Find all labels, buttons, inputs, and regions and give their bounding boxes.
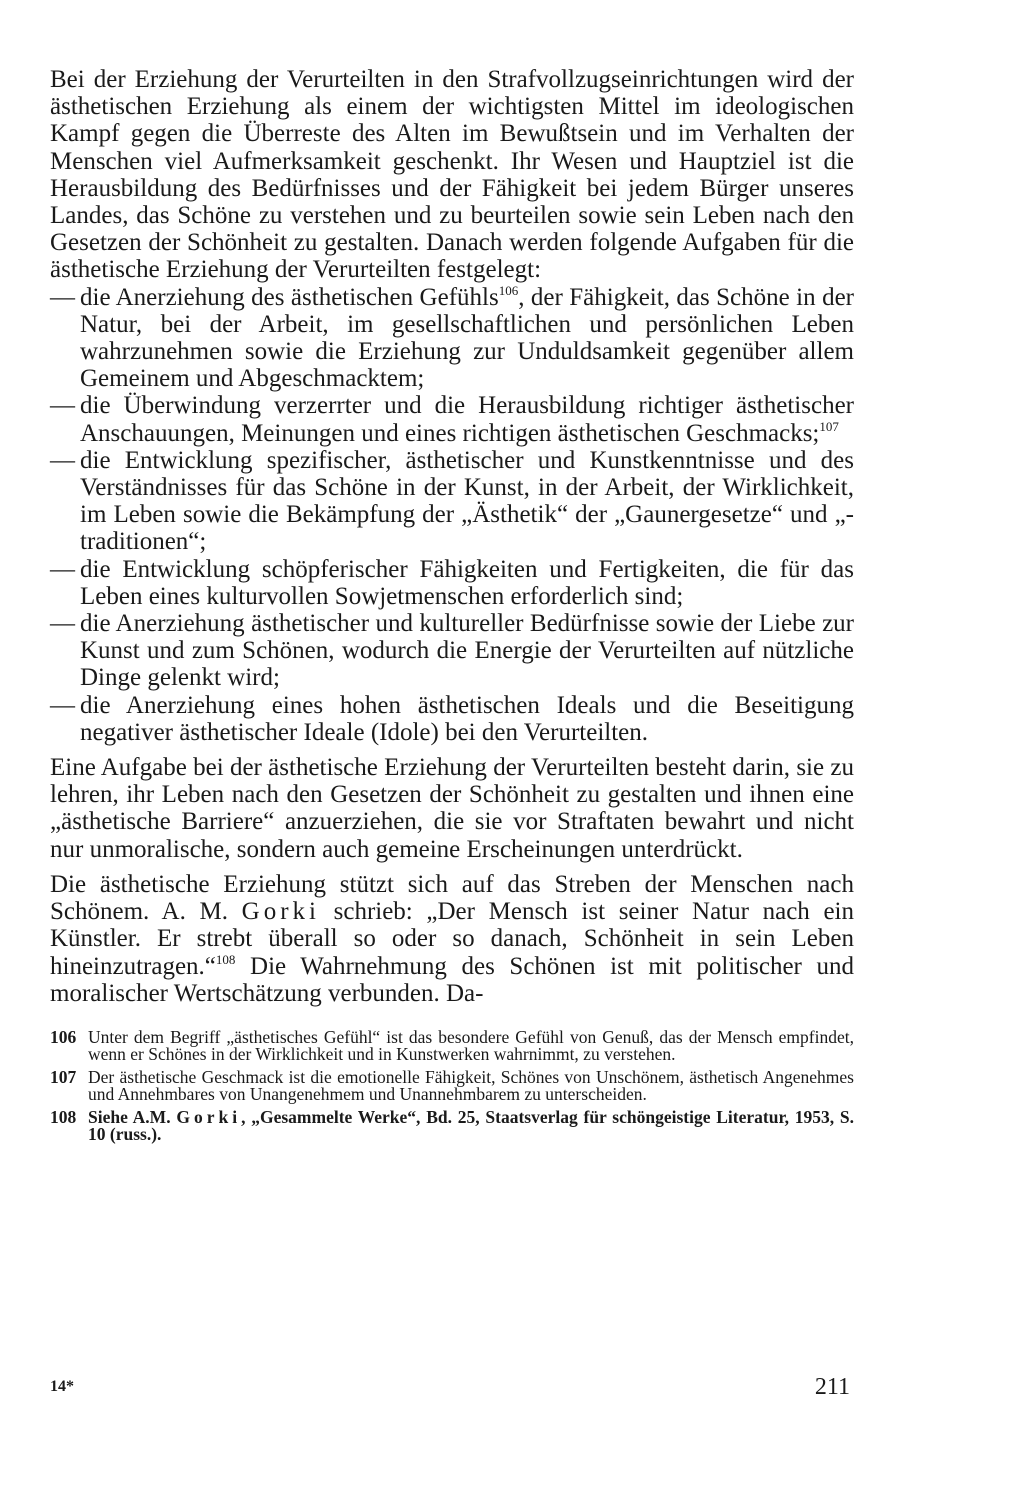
footnote-number: 107 (50, 1066, 77, 1087)
signature-mark: 14* (50, 1378, 74, 1395)
page-body (50, 66, 854, 1149)
list-item: — die Entwicklung spezifischer, ästhetischer und Kunstkenntnisse und des Verständnisses für das Schöne in der Kunst, in der Arbeit, der Wirklichkeit, im Leben sowie die Bekämpfung der „Ästhetik“ der „Gaunergesetze“ und „-traditionen“; (50, 446, 854, 556)
paragraph-barrier: Eine Aufgabe bei der ästhetische Erziehung der Verurteilten besteht darin, sie zu lehren, ihr Leben nach den Gesetzen der Schönheit zu gestalten und ihnen eine „ästhetische Barriere“ anzuerziehen, die sie vor Straftaten bewahrt und nicht nur unmoralische, sondern auch gemeine Erscheinungen unterdrückt. (50, 754, 854, 863)
list-item: — die Entwicklung schöpferischer Fähigkeiten und Fertigkeiten, die für das Leben eines kulturvollen Sowjetmenschen erforderlich sind; (50, 555, 854, 610)
footnote-number: 106 (50, 1026, 77, 1047)
author-name: Gorki (176, 1106, 242, 1127)
list-item: — die Anerziehung eines hohen ästhetischen Ideals und die Beseitigung negativer ästhetischer Ideale (Idole) bei den Verurteilten. (50, 691, 854, 746)
footnote-ref: 108 (215, 951, 236, 967)
page-number: 211 (814, 1374, 850, 1400)
task-list (50, 284, 854, 746)
page-footer (50, 1374, 850, 1398)
intro-paragraph: Bei der Erziehung der Verurteilten in den Strafvollzugseinrichtungen wird der ästhetischen Erziehung als einem der wichtigsten Mittel im ideologischen Kampf gegen die Überreste des Alten im Bewußtsein und im Verhalten der Menschen viel Aufmerksamkeit geschenkt. Ihr Wesen und Hauptziel ist die Herausbildung des Bedürfnisses und der Fähigkeit bei jedem Bürger unseres Landes, das Schöne zu verstehen und zu beurteilen sowie sein Leben nach den Gesetzen der Schönheit zu gestalten. Danach werden folgende Aufgaben für die ästhetische Erziehung der Verurteilten festgelegt: (50, 66, 854, 284)
list-item: — die Anerziehung des ästhetischen Gefühls$^{106}$, der Fähigkeit, das Schöne in der Natur, bei der Arbeit, im gesellschaftlichen und persönlichen Leben wahrzunehmen sowie die Erziehung zur Unduldsamkeit gegenüber allem Gemeinem und Abgeschmacktem; (50, 282, 854, 393)
list-item: — die Überwindung verzerrter und die Herausbildung richtiger ästhetischer Anschauungen, Meinungen und eines richtigen ästhetischen Geschmacks;$^{107}$ (50, 392, 854, 447)
list-dash: — (50, 691, 75, 719)
list-dash: — (50, 283, 75, 311)
list-dash: — (50, 610, 75, 638)
paragraph-gorki: Die ästhetische Erziehung stützt sich auf das Streben der Menschen nach Schönem. A. M. Gorki schrieb: „Der Mensch ist seiner Natur nach ein Künstler. Er strebt überall so oder so danach, Schönheit in sein Leben hineinzutragen.“$^{108}$ Die Wahrnehmung des Schönen ist mit politischer und moralischer Wertschätzung verbunden. Da- (50, 870, 854, 1007)
footnote-number: 108 (50, 1106, 77, 1127)
author-name: Gorki (241, 898, 320, 926)
footnotes (50, 1026, 854, 1144)
list-dash: — (50, 446, 75, 474)
list-item: — die Anerziehung ästhetischer und kultureller Bedürfnisse sowie der Liebe zur Kunst und zum Schönen, wodurch die Energie der Verurteilten auf nützliche Dinge gelenkt wird; (50, 610, 854, 692)
list-dash: — (50, 392, 75, 420)
footnote-ref: 107 (819, 418, 839, 434)
list-dash: — (50, 555, 75, 583)
footnote-ref: 106 (498, 282, 519, 298)
footnote: 108 Siehe A.M. Gorki, „Gesammelte Werke“, Bd. 25, Staatsverlag für schöngeistige Literatur, 1953, S. 10 (russ.). (50, 1106, 854, 1144)
footnote: 106 Unter dem Begriff „ästhetisches Gefühl“ ist das besondere Gefühl von Genuß, das der Mensch empfindet, wenn er Schönes in der Wirklichkeit und in Kunstwerken wahrnimmt, zu verstehen. (50, 1026, 854, 1064)
footnote: 107 Der ästhetische Geschmack ist die emotionelle Fähigkeit, Schönes von Unschönem, ästhetisch Angenehmes und Annehmbares von Unangenehmem und Unannehmbarem zu unterscheiden. (50, 1066, 854, 1104)
